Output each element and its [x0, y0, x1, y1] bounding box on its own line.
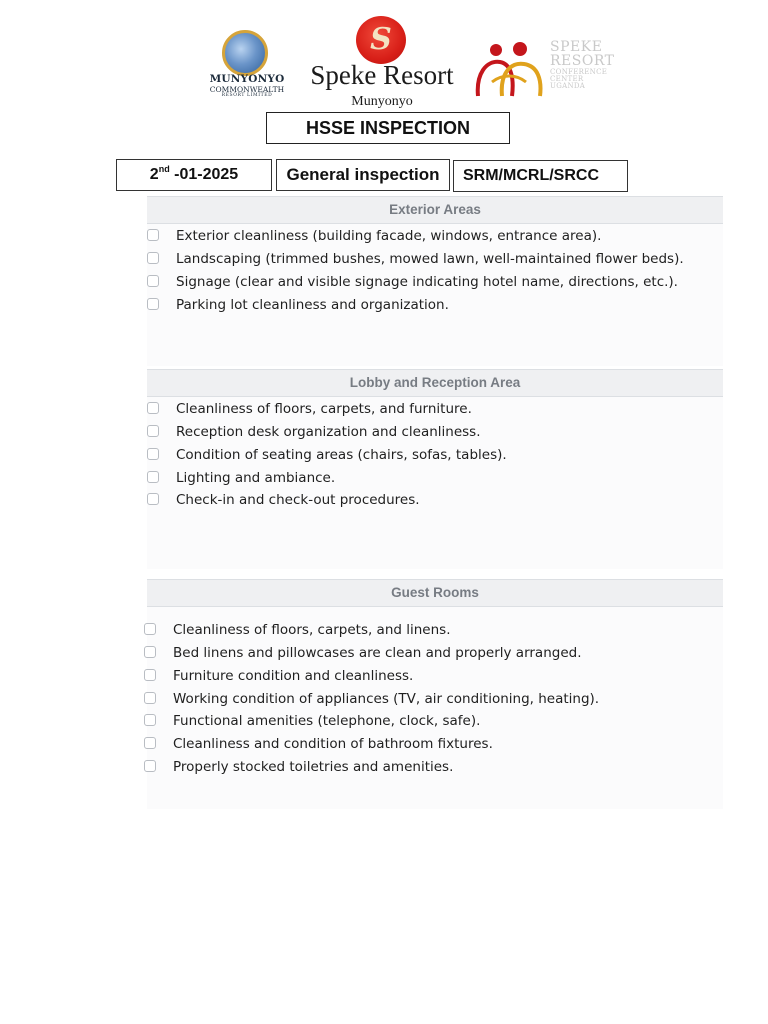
- checklist-item-label: Landscaping (trimmed bushes, mowed lawn, well-maintained flower beds).: [176, 251, 684, 267]
- speke-emblem-icon: S: [356, 16, 406, 64]
- logo-right-line3: CONFERENCE: [550, 68, 608, 76]
- section-header: Lobby and Reception Area: [147, 369, 723, 397]
- speke-resort-subtitle: Munyonyo: [351, 94, 413, 109]
- logo-right-line4: CENTER: [550, 75, 584, 83]
- speke-conference-center-logo: [472, 40, 626, 100]
- logo-left-line1: MUNYONYO: [209, 73, 285, 85]
- checkbox[interactable]: [144, 646, 156, 658]
- checklist-item-label: Cleanliness and condition of bathroom fixtures.: [173, 736, 493, 752]
- checkbox[interactable]: [147, 448, 159, 460]
- checklist-item-label: Signage (clear and visible signage indicating hotel name, directions, etc.).: [176, 274, 678, 290]
- date-suffix: nd: [158, 164, 170, 174]
- checkbox[interactable]: [147, 402, 159, 414]
- checkbox[interactable]: [147, 493, 159, 505]
- date-day: 2: [149, 166, 159, 183]
- speke-resort-name: Speke Resort: [310, 60, 454, 90]
- checkbox[interactable]: [147, 275, 159, 287]
- checklist-item-label: Bed linens and pillowcases are clean and properly arranged.: [173, 645, 582, 661]
- checklist-item-label: Exterior cleanliness (building facade, windows, entrance area).: [176, 228, 602, 244]
- logo-left-line3: RESORT LIMITED: [221, 93, 273, 98]
- inspection-date[interactable]: [116, 159, 272, 191]
- section-header: Exterior Areas: [147, 196, 723, 224]
- munyonyo-logo-text: [206, 74, 288, 99]
- checklist-item-label: Working condition of appliances (TV, air conditioning, heating).: [173, 691, 600, 707]
- logo-right-line2: RESORT: [550, 53, 615, 69]
- checklist-item-label: Parking lot cleanliness and organization.: [176, 297, 449, 313]
- checkbox[interactable]: [144, 760, 156, 772]
- checklist-item-label: Functional amenities (telephone, clock, safe).: [173, 713, 481, 729]
- checkbox[interactable]: [147, 425, 159, 437]
- checkbox[interactable]: [144, 692, 156, 704]
- people-rings-icon: [472, 40, 552, 100]
- checkbox[interactable]: [144, 623, 156, 635]
- checkbox[interactable]: [147, 229, 159, 241]
- inspection-type[interactable]: General inspection: [276, 159, 450, 191]
- checkbox[interactable]: [147, 471, 159, 483]
- checkbox[interactable]: [147, 298, 159, 310]
- globe-icon: [222, 30, 268, 76]
- checklist-item-label: Lighting and ambiance.: [176, 470, 336, 486]
- checkbox[interactable]: [144, 714, 156, 726]
- logo-left-line2: COMMONWEALTH: [209, 84, 285, 94]
- page-title: HSSE INSPECTION: [266, 112, 510, 144]
- checklist-item-label: Condition of seating areas (chairs, sofas, tables).: [176, 447, 507, 463]
- checkbox[interactable]: [144, 737, 156, 749]
- checklist-item-label: Cleanliness of floors, carpets, and linens.: [173, 622, 451, 638]
- section-header: Guest Rooms: [147, 579, 723, 607]
- reference-code[interactable]: SRM/MCRL/SRCC: [453, 160, 628, 192]
- checkbox[interactable]: [147, 252, 159, 264]
- date-rest: -01-2025: [169, 166, 239, 183]
- logo-right-line1: SPEKE: [550, 39, 603, 55]
- checklist-item-label: Check-in and check-out procedures.: [176, 492, 420, 508]
- speke-resort-logo: [300, 12, 464, 112]
- logo-right-text: [550, 40, 614, 90]
- checklist-item-label: Reception desk organization and cleanliness.: [176, 424, 481, 440]
- logo-right-line5: UGANDA: [550, 82, 586, 90]
- munyonyo-commonwealth-logo: [206, 30, 288, 102]
- checklist-item-label: Properly stocked toiletries and amenities.: [173, 759, 454, 775]
- checkbox[interactable]: [144, 669, 156, 681]
- checklist-item-label: Cleanliness of floors, carpets, and furniture.: [176, 401, 472, 417]
- checklist-item-label: Furniture condition and cleanliness.: [173, 668, 414, 684]
